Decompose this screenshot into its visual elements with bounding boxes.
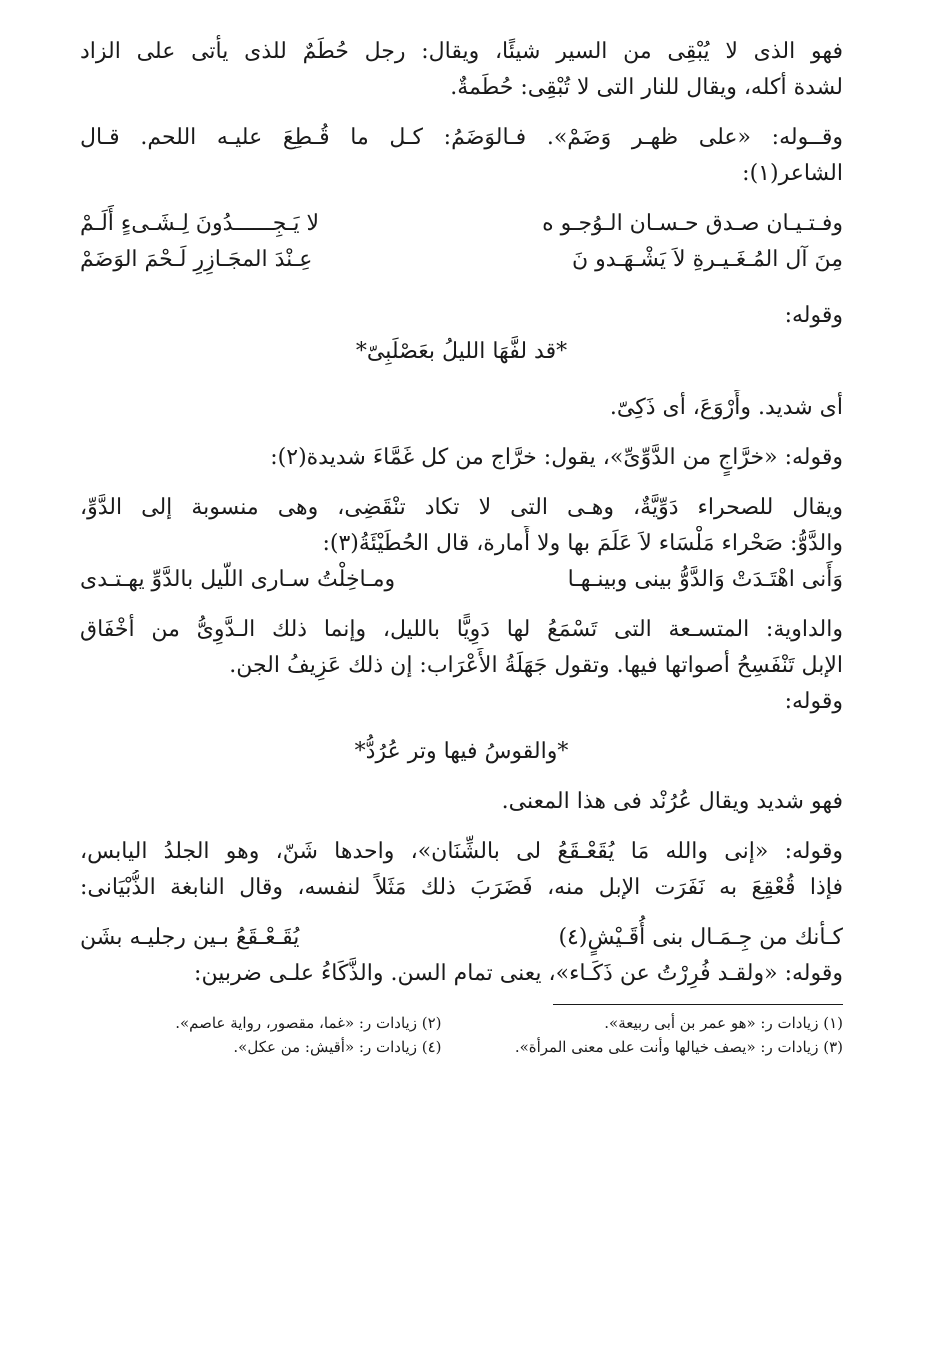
text-line: وقوله:	[784, 689, 843, 714]
text-line: وقــوله: «على ظهـر وَضَمْ». فـالوَضَمُ: كـل ما قُـطِعَ عليـه اللحم. قـال	[80, 125, 843, 150]
footnote: (٤) زيادات ر: «أقيش: من عكل».	[233, 1038, 442, 1056]
text-line: وقوله: «خرَّاجٍ من الدَّوِّىِّ»، يقول: خرَّاج من كل غَمَّاءَ شديدة(٢):	[270, 445, 843, 470]
text-line: والدَّوُّ: صَحْراء مَلْسَاء لاَ عَلَمَ بها ولا أَمارة، قال الحُطَيْئَةُ(٣):	[322, 531, 843, 556]
footnote: (١) زيادات ر: «هو عمر بن أبى ربيعة».	[604, 1014, 843, 1032]
verse-line	[80, 562, 843, 598]
text-line: أى شديد. وأَرْوَعَ، أى ذَكِىّ.	[609, 395, 843, 420]
verse-line	[80, 206, 843, 242]
verse-second-hemistich: لا يَـجِــــــدُونَ لِـشَـىءٍ أَلَـمْ	[80, 211, 320, 236]
verse-first-hemistich: وفـتـيـان صـدق حـسـان الـوُجـو ه	[542, 211, 843, 236]
text-line: وقوله:	[784, 303, 843, 328]
verse-line	[80, 242, 843, 278]
footnote: (٣) زيادات ر: «يصف خيالها وأنت على معنى المرأة».	[514, 1038, 843, 1056]
text-line: وقوله: «إنى والله مَا يُقَعْـقَعُ لى بالشِّنَان»، واحدها شَنّ، وهو الجلدُ اليابس،	[80, 839, 843, 864]
footnote-divider	[553, 1004, 843, 1005]
verse-first-hemistich: وَأَنى اهْتَـدَتْ وَالدَّوُّ بينى وبينـهـا	[567, 567, 843, 592]
verse-first-hemistich: مِنَ آل المُـغَـيـرةِ لاَ يَشْـهَـدو نَ	[571, 247, 843, 272]
text-line: والداوية: المتسـعة التى تَسْمَعُ لها دَوِيًّا بالليل، وإنما ذلك الـدَّوِىُّ من أخْفَاق	[80, 617, 843, 642]
text-line: ويقال للصحراء دَوِّيَّةٌ، وهـى التى لا تكاد تنْقَضِى، وهى منسوبة إلى الدَّوِّ،	[80, 495, 843, 520]
verse-line	[80, 920, 843, 956]
text-line: وقوله: «ولقـد فُرِرْتُ عن ذَكَـاء»، يعنى تمام السن. والذَّكَاءُ علـى ضربين:	[194, 961, 843, 986]
text-line: الإبل تَنْفَسِحُ أصواتها فيها. وتقول جَهَلَةُ الأَعْرَاب: إن ذلك عَزِيفُ الجن.	[229, 653, 843, 678]
text-line: الشاعر(١):	[742, 161, 843, 186]
verse-second-hemistich: يُقَـعْـقَعُ بـين رجليـه بشَن	[80, 925, 300, 950]
verse-second-hemistich: عِـنْدَ المجَـازِرِ لَـحْمَ الوَضَمْ	[80, 247, 313, 272]
quoted-verse: *والقوسُ فيها وتر عُرُدُّ*	[354, 739, 569, 764]
verse-first-hemistich: كـأنك من جِـمَـال بنى أُقَـيْشٍ(٤)	[558, 925, 843, 950]
text-line: لشدة أكله، ويقال للنار التى لا تُبْقِى: حُطَمةٌ.	[450, 75, 843, 100]
verse-second-hemistich: ومـاخِلْتُ سـارى اللّيل بالدَّوِّ يهـتـدى	[80, 567, 396, 592]
text-line: فإذا قُعْقِعَ به نَفَرَت الإبل منه، فَضَرَبَ ذلك مَثَلاً لنفسه، وقال النابغة الذُّبْيَانى:	[80, 875, 843, 900]
footnote: (٢) زيادات ر: «غما، مقصور، رواية عاصم».	[175, 1014, 442, 1032]
text-line: فهو الذى لا يُبْقِى من السير شيئًا، ويقال: رجل حُطَمٌ للذى يأتى على الزاد	[80, 39, 843, 64]
quoted-verse: *قد لفَّهَا الليلُ بعَصْلَبِىّ*	[355, 339, 568, 364]
footnotes	[80, 1011, 843, 1059]
text-line: فهو شديد ويقال عُرُنْد فى هذا المعنى.	[501, 789, 843, 814]
